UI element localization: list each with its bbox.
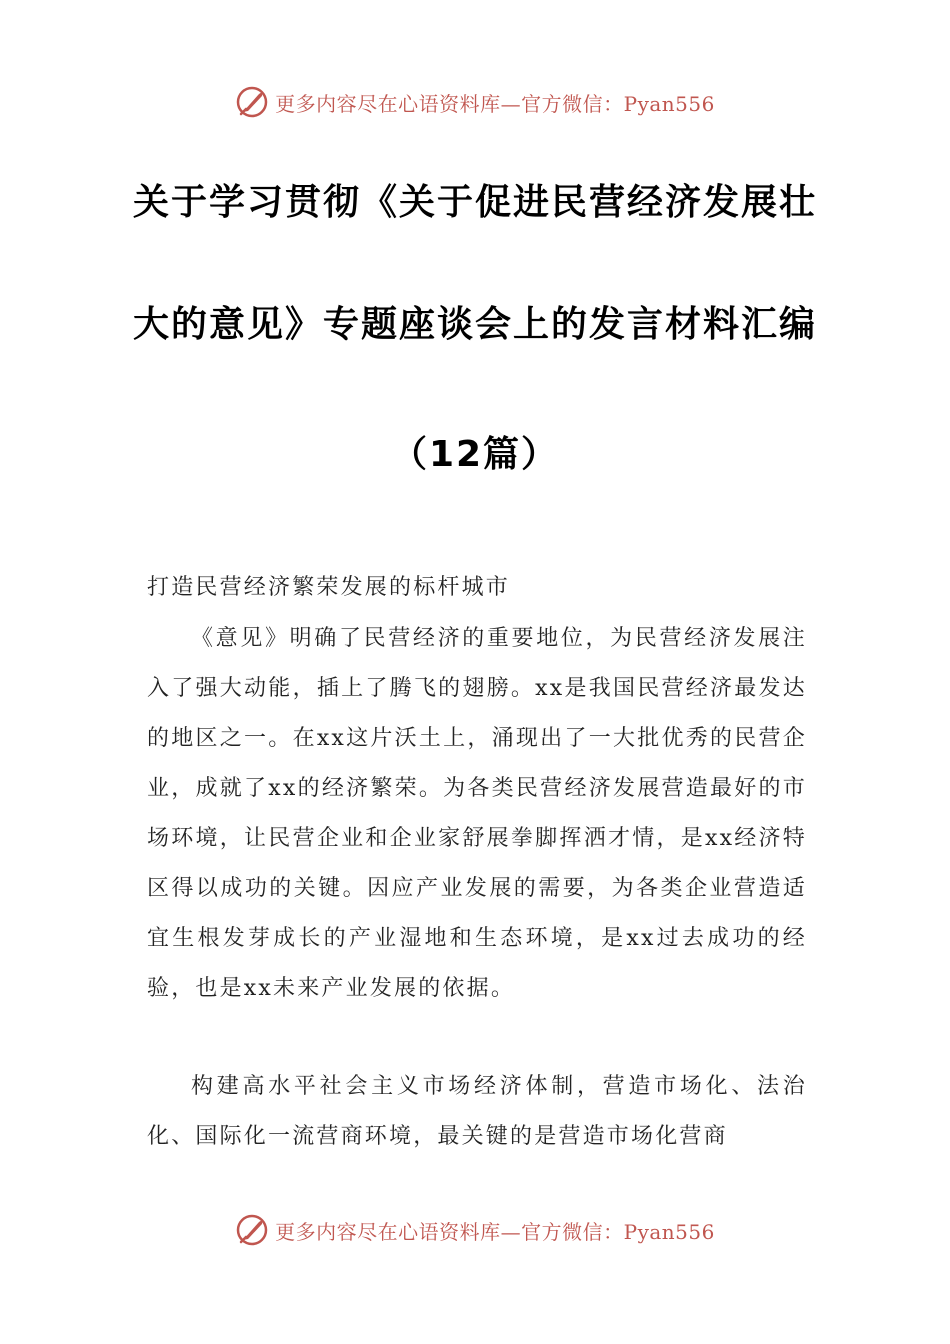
document-title-count: （12篇） [390,434,560,475]
document-title-line-1: 关于学习贯彻《关于促进民营经济发展壮 [132,182,817,223]
document-title-line-2: 大的意见》专题座谈会上的发言材料汇编 [132,304,817,345]
watermark-footer [0,1208,950,1252]
body-paragraph-2: 构建高水平社会主义市场经济体制，营造市场化、法治化、国际化一流营商环境，最关键的是营造市场化营商 [147,1074,807,1149]
section-subtitle: 打造民营经济繁荣发展的标杆城市 [147,575,511,600]
body-paragraph-1: 《意见》明确了民营经济的重要地位，为民营经济发展注入了强大动能，插上了腾飞的翅膀。xx是我国民营经济最发达的地区之一。在xx这片沃土上，涌现出了一大批优秀的民营企业，成就了xx的经济繁荣。为各类民营经济发展营造最好的市场环境，让民营企业和企业家舒展拳脚挥洒才情，是xx经济特区得以成功的关键。因应产业发展的需要，为各类企业营造适宜生根发芽成长的产业湿地和生态环境，是xx过去成功的经验，也是xx未来产业发展的依据。 [147,626,807,1001]
watermark-header [0,80,950,124]
watermark-text: 更多内容尽在心语资料库—官方微信：Pyan556 [275,91,715,116]
quill-pen-icon [235,1213,269,1247]
quill-pen-icon [235,85,269,119]
watermark-text: 更多内容尽在心语资料库—官方微信：Pyan556 [275,1219,715,1244]
